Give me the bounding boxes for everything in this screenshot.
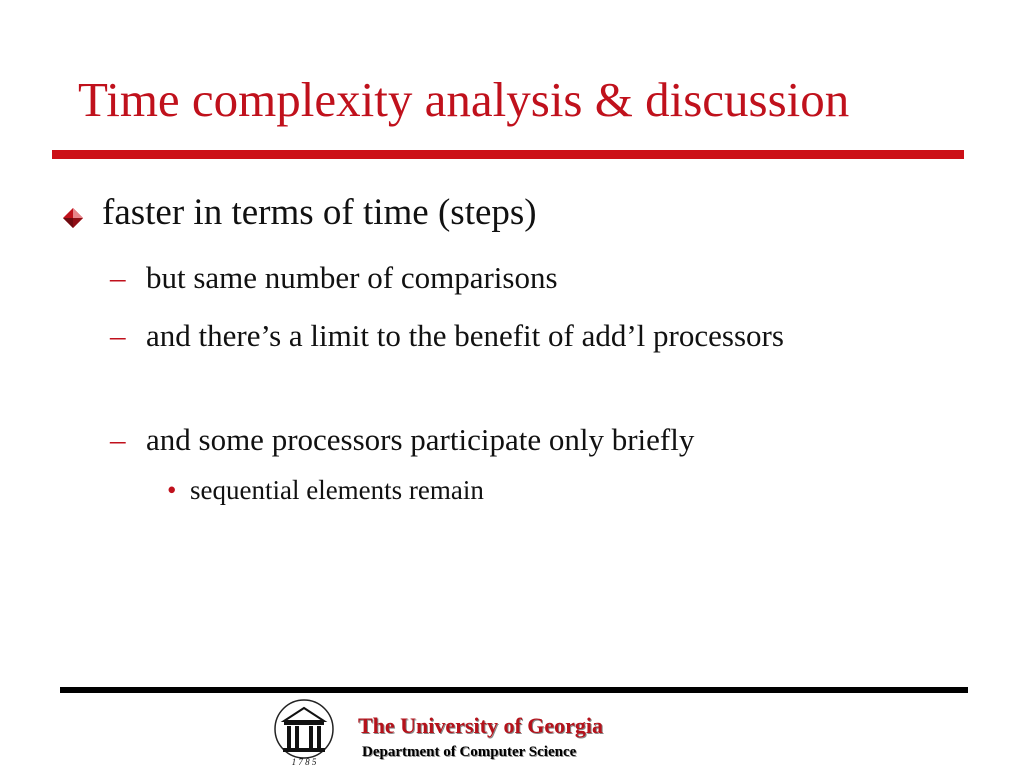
slide-title: Time complexity analysis & discussion <box>78 72 850 127</box>
institution-name: The University of Georgia <box>358 713 604 738</box>
university-arch-seal-icon <box>272 699 336 767</box>
bullet-level1: faster in terms of time (steps) <box>102 192 537 233</box>
dash-bullet: – <box>110 422 126 457</box>
bullet-level2-item: and there’s a limit to the benefit of add’l processors <box>146 318 784 353</box>
dash-bullet: – <box>110 318 126 353</box>
title-divider <box>52 150 964 159</box>
seal-year: 1 7 8 5 <box>291 757 317 767</box>
department-name: Department of Computer Science <box>362 744 577 760</box>
bullet-level3-item: sequential elements remain <box>190 475 484 505</box>
diamond-bullet-icon <box>62 207 84 229</box>
footer-divider <box>60 687 968 693</box>
dot-bullet: • <box>167 475 177 505</box>
bullet-level2-item: and some processors participate only briefly <box>146 422 695 457</box>
bullet-level2-item: but same number of comparisons <box>146 260 558 295</box>
dash-bullet: – <box>110 260 126 295</box>
